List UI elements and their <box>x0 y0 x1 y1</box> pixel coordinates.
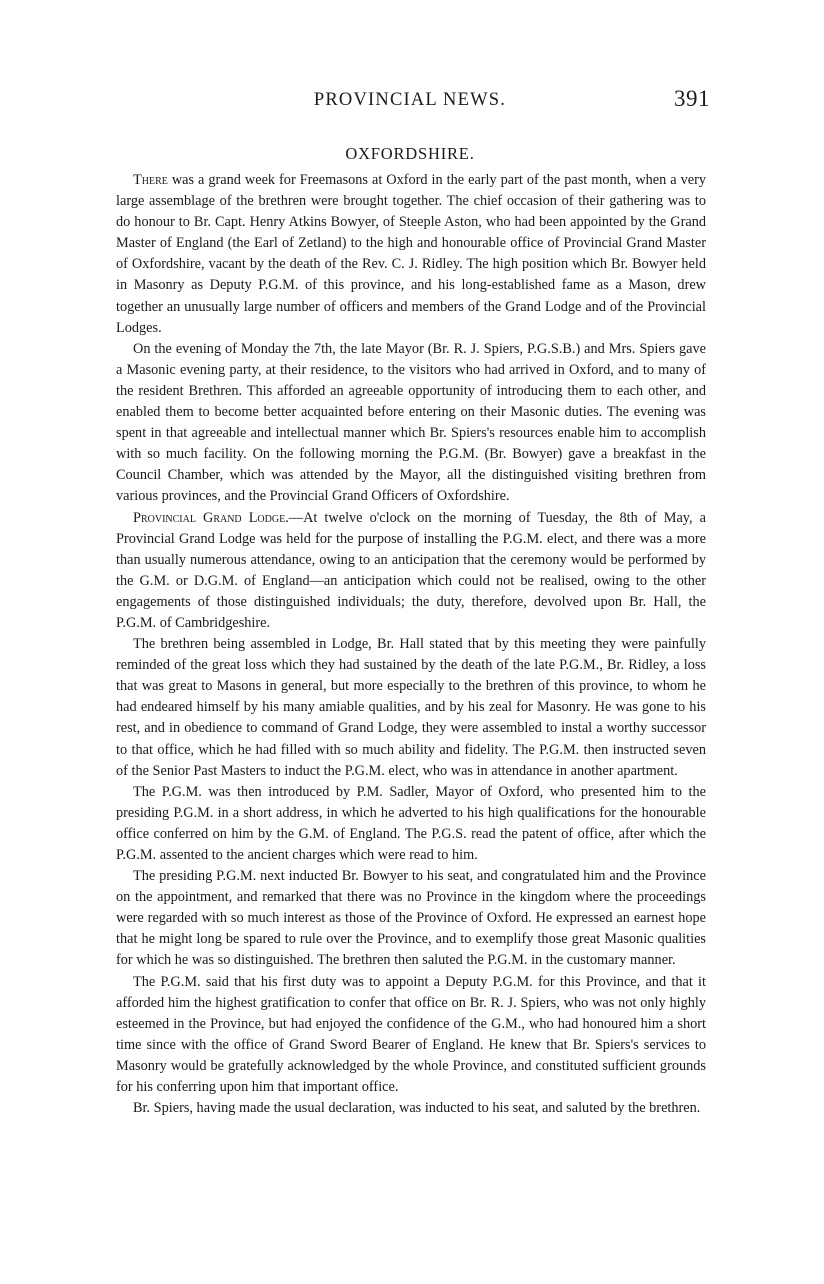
paragraph-3 <box>116 508 706 635</box>
running-head <box>110 86 710 116</box>
paragraph-5: The P.G.M. was then introduced by P.M. Sadler, Mayor of Oxford, who presented him to the presiding P.G.M. in a short address, in which he adverted to his high qualifications for the honourable office conferred on him by the G.M. of England. The P.G.S. read the patent of office, after which the P.G.M. assented to the ancient charges which were read to him. <box>116 783 706 863</box>
paragraph-1 <box>116 170 706 339</box>
page-number: 391 <box>674 86 710 111</box>
paragraph-6: The presiding P.G.M. next inducted Br. Bowyer to his seat, and congratulated him and the Province on the appointment, and remarked that there was no Province in the kingdom where the proceedings were regarded with so much interest as those of the Province of Oxford. He expressed an earnest hope that he might long be spared to rule over the Province, and to exemplify those great Masonic qualities for which he was so distinguished. The brethren then saluted the P.G.M. in the customary manner. <box>116 868 706 969</box>
section-title: OXFORDSHIRE. <box>345 144 475 163</box>
paragraph-8: Br. Spiers, having made the usual declaration, was inducted to his seat, and saluted by the brethren. <box>133 1100 701 1117</box>
paragraph-7: The P.G.M. said that his first duty was to appoint a Deputy P.G.M. for this Province, and that it afforded him the highest gratification to confer that office on Br. R. J. Spiers, who was not only highly esteemed in the Province, but had enjoyed the confidence of the G.M., who had honoured him a short time since with the office of Grand Sword Bearer of England. He knew that Br. Spiers's services to Masonry would be gratefully acknowledged by the whole Province, and constituted sufficient grounds for his conferring upon him that important office. <box>116 973 706 1096</box>
paragraph-2: On the evening of Monday the 7th, the late Mayor (Br. R. J. Spiers, P.G.S.B.) and Mrs. Spiers gave a Masonic evening party, at their residence, to the visitors who had arrived in Oxford, and to many of the resident Brethren. This afforded an agreeable opportunity of introducing them to each other, and enabled them to become better acquainted before entering on their Masonic duties. The evening was spent in that agreeable and intellectual manner which Br. Spiers's resources enable him to accomplish with so much facility. On the following morning the P.G.M. (Br. Bowyer) gave a breakfast in the Council Chamber, which was attended by the Mayor, all the distinguished visiting brethren from various provinces, and the Provincial Grand Officers of Oxfordshire. <box>116 340 706 505</box>
paragraph-1-text: was a grand week for Freemasons at Oxford in the early part of the past month, when a very large assemblage of the brethren were brought together. The chief occasion of their gathering was to do honour to Br. Capt. Henry Atkins Bowyer, of Steeple Aston, who had been appointed by the Grand Master of England (the Earl of Zetland) to the high and honourable office of Provincial Grand Master of Oxfordshire, vacant by the death of the Rev. C. J. Ridley. The high position which Br. Bowyer held in Masonry as Deputy P.G.M. of this province, and his long-established fame as a Mason, drew together an unusually large number of officers and members of the Grand Lodge and of the Provincial Lodges. <box>116 172 706 336</box>
paragraph-1-lead: There <box>133 172 168 188</box>
paragraph-3-heading: Provincial Grand Lodge. <box>133 509 289 526</box>
running-title: PROVINCIAL NEWS. <box>313 90 507 110</box>
paragraph-3-text: —At twelve o'clock on the morning of Tuesday, the 8th of May, a Provincial Grand Lodge was held for the purpose of installing the P.G.M. elect, and there was a more than usually numerous attendance, owing to an anticipation that the ceremony would be performed by the G.M. or D.G.M. of England—an anticipation which could not be realised, owing to the other engagements of those distinguished individuals; the duty, therefore, devolved upon Br. Hall, the P.G.M. of Cambridgeshire. <box>116 509 706 631</box>
article-body <box>116 170 706 1119</box>
paragraph-4: The brethren being assembled in Lodge, Br. Hall stated that by this meeting they were painfully reminded of the great loss which they had sustained by the death of the late P.G.M., Br. Ridley, a loss that was great to Masons in general, but more especially to the brethren of this province, to whom he had endeared himself by his many amiable qualities, and by his zeal for Masonry. He was gone to his rest, and in obedience to command of Grand Lodge, they were assembled to instal a worthy successor to that office, which he had filled with so much ability and fidelity. The P.G.M. then instructed seven of the Senior Past Masters to induct the P.G.M. elect, who was in attendance in another apartment. <box>116 636 706 779</box>
